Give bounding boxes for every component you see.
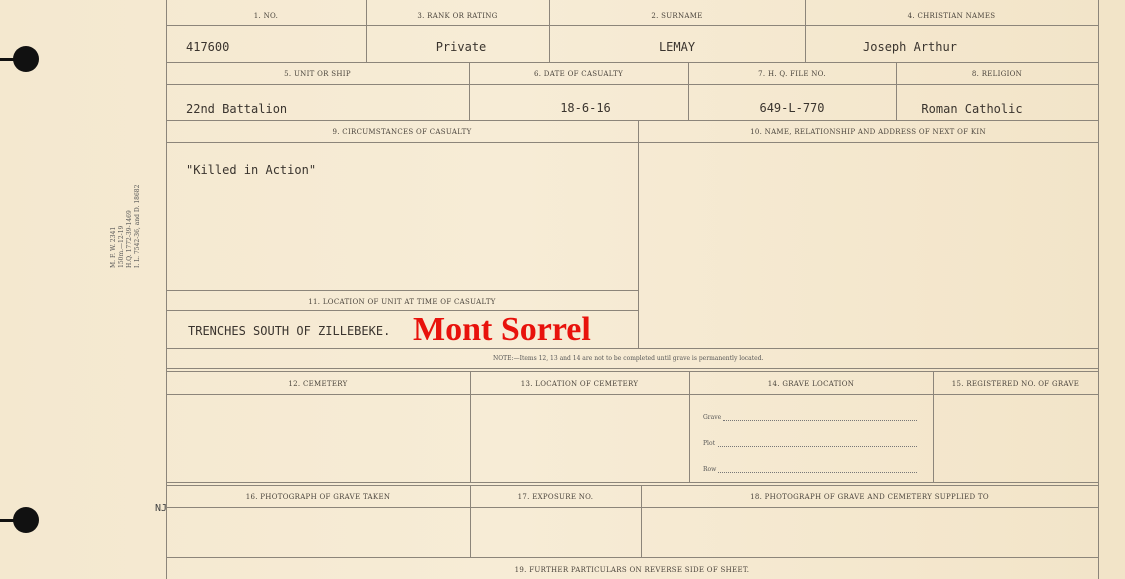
- footer-further-particulars: 19. FURTHER PARTICULARS ON REVERSE SIDE OF SHEET.: [514, 566, 750, 574]
- header-unit: 5. UNIT OR SHIP: [284, 70, 351, 78]
- line-row: [718, 472, 917, 473]
- rule: [638, 120, 639, 348]
- header-photograph-supplied: 18. PHOTOGRAPH OF GRAVE AND CEMETERY SUPPLIED TO: [750, 493, 989, 501]
- value-religion: Roman Catholic: [921, 102, 1023, 116]
- header-exposure-no: 17. EXPOSURE NO.: [517, 493, 594, 501]
- value-unit: 22nd Battalion: [186, 102, 288, 116]
- header-cemetery: 12. CEMETERY: [288, 380, 348, 388]
- label-plot: Plot: [703, 440, 715, 447]
- header-christian-names: 4. CHRISTIAN NAMES: [907, 12, 996, 20]
- header-location-of-unit: 11. LOCATION OF UNIT AT TIME OF CASUALTY: [308, 298, 496, 306]
- header-grave-location: 14. GRAVE LOCATION: [767, 380, 855, 388]
- rule: [166, 84, 1098, 85]
- header-registered-no: 15. REGISTERED NO. OF GRAVE: [951, 380, 1080, 388]
- mont-sorrel-annotation: Mont Sorrel: [413, 311, 591, 348]
- rule: [166, 485, 1098, 486]
- header-next-of-kin: 10. NAME, RELATIONSHIP AND ADDRESS OF NEXT OF KIN: [750, 128, 986, 136]
- rule: [166, 371, 1098, 372]
- header-date: 6. DATE OF CASUALTY: [533, 70, 624, 78]
- label-grave: Grave: [703, 414, 722, 421]
- header-circumstances: 9. CIRCUMSTANCES OF CASUALTY: [332, 128, 472, 136]
- header-surname: 2. SURNAME: [651, 12, 703, 20]
- header-location-of-cemetery: 13. LOCATION OF CEMETERY: [520, 380, 639, 388]
- rule: [166, 290, 638, 291]
- header-rank: 3. RANK OR RATING: [417, 12, 498, 20]
- value-surname: LEMAY: [658, 40, 696, 54]
- line-grave: [723, 420, 917, 421]
- form-code-side-text: M. F. W. 2341 150m.—12-19 H.Q. 1772-39-1469 I. L. 7542-36, and D. 18682: [110, 184, 141, 268]
- binder-hole-top: [13, 46, 39, 72]
- rule: [166, 482, 1098, 483]
- value-circumstances: "Killed in Action": [186, 163, 317, 177]
- header-photograph-taken: 16. PHOTOGRAPH OF GRAVE TAKEN: [245, 493, 391, 501]
- label-row: Row: [703, 466, 717, 473]
- rule: [166, 25, 1098, 26]
- rule: [166, 62, 1098, 63]
- value-date: 18-6-16: [560, 101, 611, 115]
- rule: [166, 348, 1098, 349]
- rule: [166, 394, 1098, 395]
- header-religion: 8. RELIGION: [971, 70, 1023, 78]
- value-rank: Private: [435, 40, 487, 54]
- rule: [166, 557, 1098, 558]
- rule: [166, 368, 1098, 369]
- value-location-of-unit: TRENCHES SOUTH OF ZILLEBEKE.: [188, 324, 391, 338]
- value-christian-names: Joseph Arthur: [863, 40, 957, 54]
- rule: [166, 142, 1098, 143]
- line-plot: [718, 446, 917, 447]
- binder-hole-bottom: [13, 507, 39, 533]
- grave-note: NOTE:—Items 12, 13 and 14 are not to be completed until grave is permanently located.: [493, 355, 764, 362]
- frame-right: [1098, 0, 1099, 579]
- rule: [166, 507, 1098, 508]
- nj-mark: NJ: [155, 503, 168, 514]
- value-hq-file: 649-L-770: [759, 101, 825, 115]
- header-hq-file: 7. H. Q. FILE NO.: [758, 70, 826, 78]
- header-no: 1. NO.: [253, 12, 279, 20]
- rule: [166, 120, 1098, 121]
- value-no: 417600: [186, 40, 230, 54]
